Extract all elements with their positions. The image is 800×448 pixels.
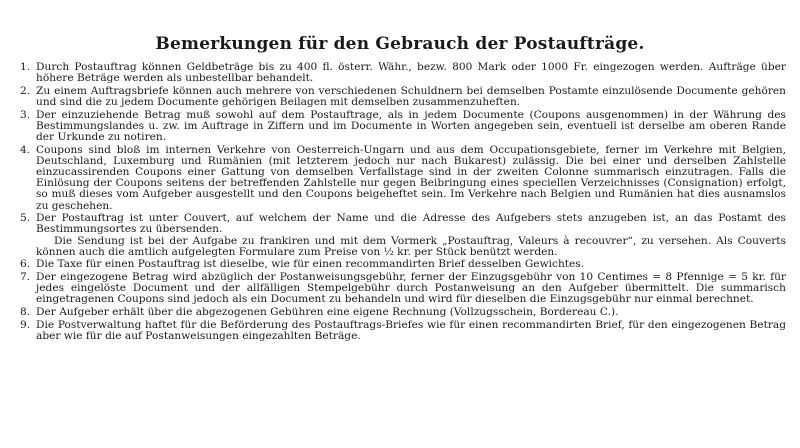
item-text: Der Postauftrag ist unter Couvert, auf welchem der Name und die Adresse des Aufgebers stets anzugeben ist, an das Postamt des Bestimmungsortes zu übersenden. <box>36 212 786 236</box>
item-text: Der eingezogene Betrag wird abzüglich der Postanweisungsgebühr, ferner der Einzugsgebühr von 10 Centimes = 8 Pfennige = 5 kr. für jedes eingelöste Document und der allfälligen Stempelgebühr durch Postanweisung an den Aufgeber übermittelt. Die summarisch eingetragenen Coupons sind jedoch als ein Document zu behandeln und wird für dieselben die Einzugsgebühr nur einmal berechnet. <box>36 271 786 306</box>
item-text: Die Taxe für einen Postauftrag ist dieselbe, wie für einen recommandirten Brief desselben Gewichtes. <box>36 258 585 271</box>
item-text: Coupons sind bloß im internen Verkehre von Oesterreich-Ungarn und aus dem Occupationsgebiete, ferner im Verkehre mit Belgien, Deutschland, Luxemburg und Rumänien (mit letzterem jedoch nur nach Bukarest) zulässig. Die bei einer und derselben Zahlstelle einzucassirenden Coupons einer Gattung von demselben Verfallstage sind in der zweiten Colonne summarisch einzutragen. Falls die Einlösung der Coupons seitens der betreffenden Zahlstelle nur gegen Beibringung eines speciellen Verzeichnisses (Consignation) erfolgt, so muß dieses vom Aufgeber ausgestellt und den Coupons beigeheftet sein. Im Verkehre nach Belgien und Rumänien hat dies ausnamslos zu geschehen. <box>36 143 786 212</box>
list-item <box>14 259 786 270</box>
list-item <box>14 272 786 306</box>
item-text: Der einzuziehende Betrag muß sowohl auf dem Postauftrage, als in jedem Documente (Coupons ausgenommen) in der Währung des Bestimmungslandes u. zw. im Auftrage in Ziffern und im Documente in Worten angegeben sein, eventuell ist derselbe am oberen Rande der Urkunde zu notiren. <box>36 108 786 143</box>
item-text: Der Aufgeber erhält über die abgezogenen Gebühren eine eigene Rechnung (Vollzugsschein, Bordereau C.). <box>36 306 619 318</box>
item-number: 2. <box>20 84 31 97</box>
item-text: Die Postverwaltung haftet für die Beförderung des Postauftrags-Briefes wie für einen recommandirten Brief, für den eingezogenen Betrag aber wie für die auf Postanweisungen eingezahlten Beträge. <box>36 318 786 342</box>
list-item <box>14 86 786 108</box>
item-text: Zu einem Auftragsbriefe können auch mehrere von verschiedenen Schuldnern bei demselben Postamte einzulösende Documente gehören und sind die zu jedem Documente gehörigen Beilagen mit demselben zusammenzuheften. <box>36 84 786 108</box>
list-item <box>14 110 786 144</box>
item-number: 6. <box>20 258 31 271</box>
list-item <box>14 62 786 84</box>
item-number: 9. <box>20 318 31 331</box>
item-number: 3. <box>20 108 31 121</box>
item-number: 7. <box>20 271 31 283</box>
list-item <box>14 307 786 318</box>
list-item <box>14 145 786 212</box>
page-title: Bemerkungen für den Gebrauch der Postaufträge. <box>155 34 645 54</box>
item-number: 5. <box>20 212 31 225</box>
item-number: 1. <box>20 61 31 73</box>
item-number: 4. <box>20 143 31 156</box>
list-item <box>14 213 786 258</box>
item-text: Durch Postauftrag können Geldbeträge bis zu 400 fl. österr. Währ., bezw. 800 Mark oder 1000 Fr. eingezogen werden. Aufträge über höhere Beträge werden als unbestellbar behandelt. <box>36 61 786 85</box>
notes-list <box>14 62 786 342</box>
item-number: 8. <box>20 306 31 318</box>
list-item <box>14 320 786 342</box>
item-text-continued: Die Sendung ist bei der Aufgabe zu frankiren und mit dem Vormerk „Postauftrag, Valeurs à recouvrer“, zu versehen. Als Couverts können auch die amtlich aufgelegten Formulare zum Preise von ½ kr. per Stück benützt werden. <box>36 234 786 258</box>
